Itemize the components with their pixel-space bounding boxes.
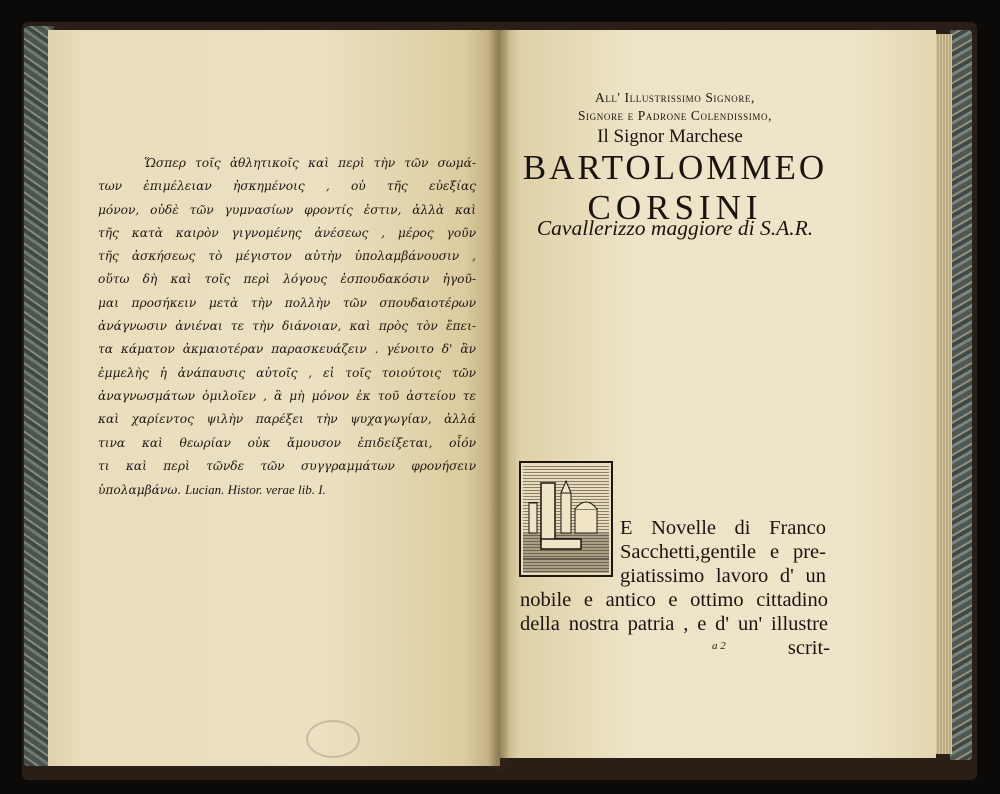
epigraph-line: τι καὶ περὶ τῶνδε τῶν συγγραμμάτων φρονήσειν xyxy=(98,458,476,473)
dedicatee-first-name: BARTOLOMMEO xyxy=(522,148,828,187)
dedication-line-2: Signore e Padrone Colendissimo, xyxy=(577,108,773,123)
woodcut-initial-image xyxy=(519,461,613,577)
epigraph-line: ἀνάγνωσιν ἀνιέναι τε τὴν διάνοιαν, καὶ πρὸς τὸν ἔπει- xyxy=(98,319,476,334)
body-line-text: nobile e antico e ottimo cittadino xyxy=(520,589,828,611)
signature-mark: a 2 xyxy=(712,640,726,652)
marbled-board-right xyxy=(950,30,972,760)
dedication-line-1: All' Illustrissimo Signore, xyxy=(594,90,755,105)
epigraph-line: μόνον, οὐδὲ τῶν γυμνασίων φροντίς ἐστιν, ἀλλὰ καὶ xyxy=(98,202,476,217)
epigraph-last-line xyxy=(98,478,476,502)
epigraph-line: οὕτω δὴ καὶ τοῖς περὶ λόγους ἐσπουδακόσιν ἡγοῦ- xyxy=(98,272,476,287)
greek-epigraph xyxy=(98,152,476,502)
epigraph-line: τα κάματον ἀκμαιοτέραν παρασκευάζειν . γένοιτο δ' ἂν xyxy=(98,342,476,357)
body-line-text: giatissimo lavoro d' un xyxy=(620,565,826,587)
body-line xyxy=(520,612,828,636)
epigraph-line: καὶ χαρίεντος ψιλὴν παρέξει τὴν ψυχαγωγίαν, ἀλλά xyxy=(98,412,476,427)
library-stamp-showthrough xyxy=(306,720,360,758)
dedicatee-title: Cavallerizzo maggiore di S.A.R. xyxy=(536,216,814,240)
epigraph-line: τῆς ἀσκήσεως τὸ μέγιστον αὐτὴν ὑπολαμβάνουσιν , xyxy=(98,249,476,264)
book-gutter xyxy=(488,28,510,770)
epigraph-line: των ἐπιμέλειαν ἠσκημένοις , οὐ τῆς εὐεξίας xyxy=(98,179,476,194)
epigraph-line: ἀναγνωσμάτων ὁμιλοῖεν , ἃ μὴ μόνον ἐκ τοῦ ἀστείου τε xyxy=(98,388,476,403)
body-line-text: Sacchetti,gentile e pre- xyxy=(620,541,826,563)
epigraph-line: τινα καὶ θεωρίαν οὐκ ἄμουσον ἐπιδείξεται, οἷόν xyxy=(98,435,476,450)
catchword: scrit- xyxy=(787,637,830,659)
body-line xyxy=(620,540,826,564)
dedication-line-3: Il Signor Marchese xyxy=(597,126,743,147)
body-line-text: della nostra patria , e d' un' illustre xyxy=(520,613,828,635)
body-line-text: E Novelle di Franco xyxy=(620,517,826,539)
epigraph-citation: Lucian. Histor. verae lib. I. xyxy=(185,482,326,498)
epigraph-line: ἐμμελὴς ἡ ἀνάπαυσις αὐτοῖς , εἰ τοῖς τοιούτοις τῶν xyxy=(98,365,476,380)
epigraph-line: μαι προσήκειν μετὰ τὴν πολλὴν τῶν σπουδαιοτέρων xyxy=(98,295,476,310)
epigraph-last-word: ὑπολαμβάνω. xyxy=(98,483,182,498)
woodcut-cityscape-icon xyxy=(521,463,611,575)
epigraph-line: Ὥσπερ τοῖς ἀθλητικοῖς καὶ περὶ τὴν τῶν σωμά- xyxy=(144,156,476,170)
body-line xyxy=(620,516,826,540)
body-line xyxy=(620,564,826,588)
dedicatee-surname: CORSINI xyxy=(587,188,763,227)
body-line xyxy=(520,588,828,612)
epigraph-line: τῆς κατὰ καιρὸν γιγνομένης ἀνέσεως , μέρος γοῦν xyxy=(98,225,476,240)
